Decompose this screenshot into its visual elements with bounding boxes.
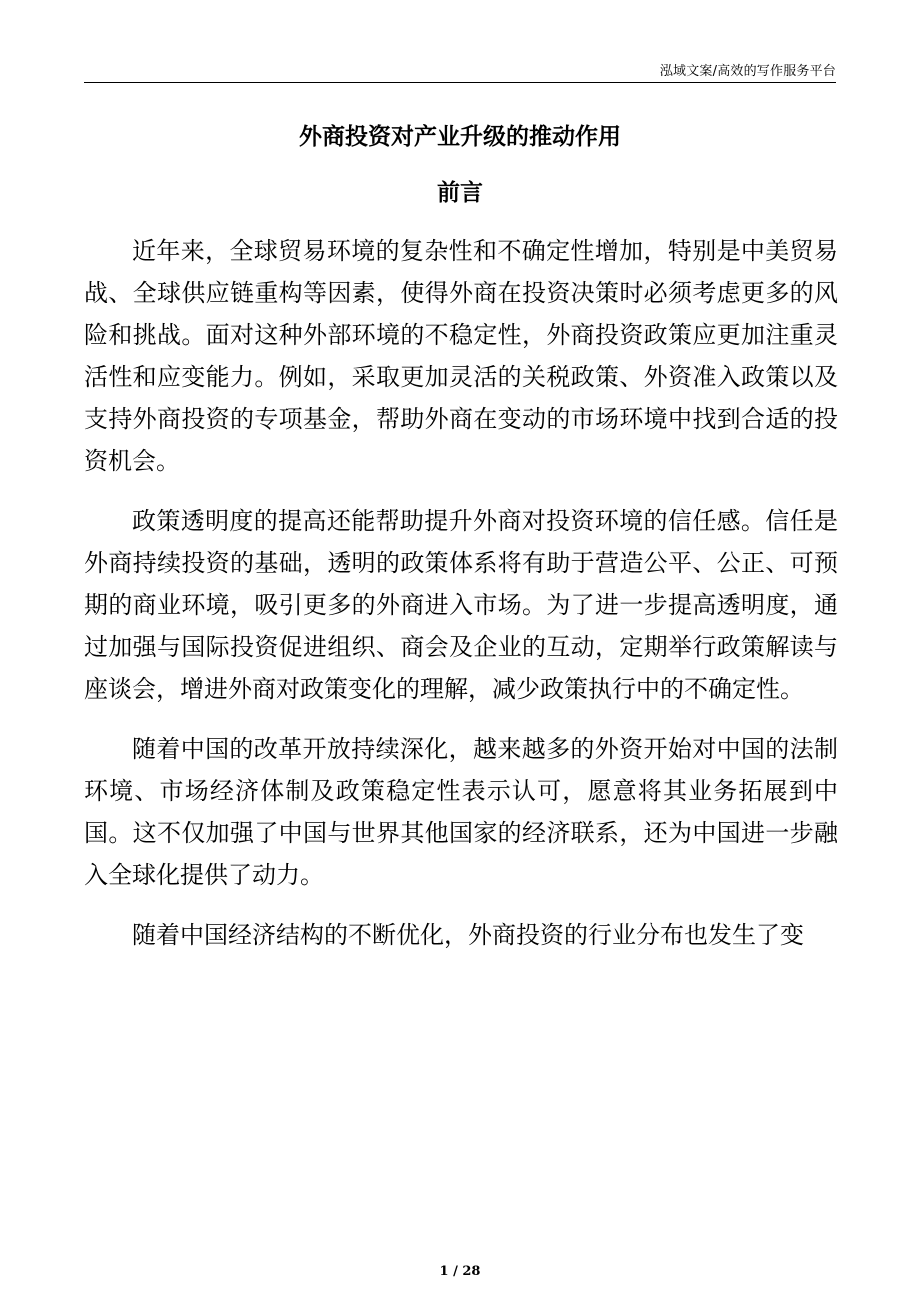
document-body — [84, 230, 838, 974]
page-number: 1 / 28 — [439, 1264, 481, 1279]
document-title: 外商投资对产业升级的推动作用 — [299, 124, 621, 150]
paragraph: 随着中国经济结构的不断优化，外商投资的行业分布也发生了变 — [132, 921, 804, 949]
page-header-text: 泓域文案/高效的写作服务平台 — [659, 64, 836, 79]
paragraph: 随着中国的改革开放持续深化，越来越多的外资开始对中国的法制环境、市场经济体制及政策稳定性表示认可，愿意将其业务拓展到中国。这不仅加强了中国与世界其他国家的经济联系，还为中国进一步融入全球化提供了动力。 — [84, 735, 838, 889]
header-divider — [84, 82, 836, 83]
paragraph: 政策透明度的提高还能帮助提升外商对投资环境的信任感。信任是外商持续投资的基础，透明的政策体系将有助于营造公平、公正、可预期的商业环境，吸引更多的外商进入市场。为了进一步提高透明度，通过加强与国际投资促进组织、商会及企业的互动，定期举行政策解读与座谈会，增进外商对政策变化的理解，减少政策执行中的不确定性。 — [84, 507, 838, 703]
paragraph: 近年来，全球贸易环境的复杂性和不确定性增加，特别是中美贸易战、全球供应链重构等因素，使得外商在投资决策时必须考虑更多的风险和挑战。面对这种外部环境的不稳定性，外商投资政策应更加注重灵活性和应变能力。例如，采取更加灵活的关税政策、外资准入政策以及支持外商投资的专项基金，帮助外商在变动的市场环境中找到合适的投资机会。 — [84, 237, 838, 475]
section-title: 前言 — [437, 180, 483, 206]
